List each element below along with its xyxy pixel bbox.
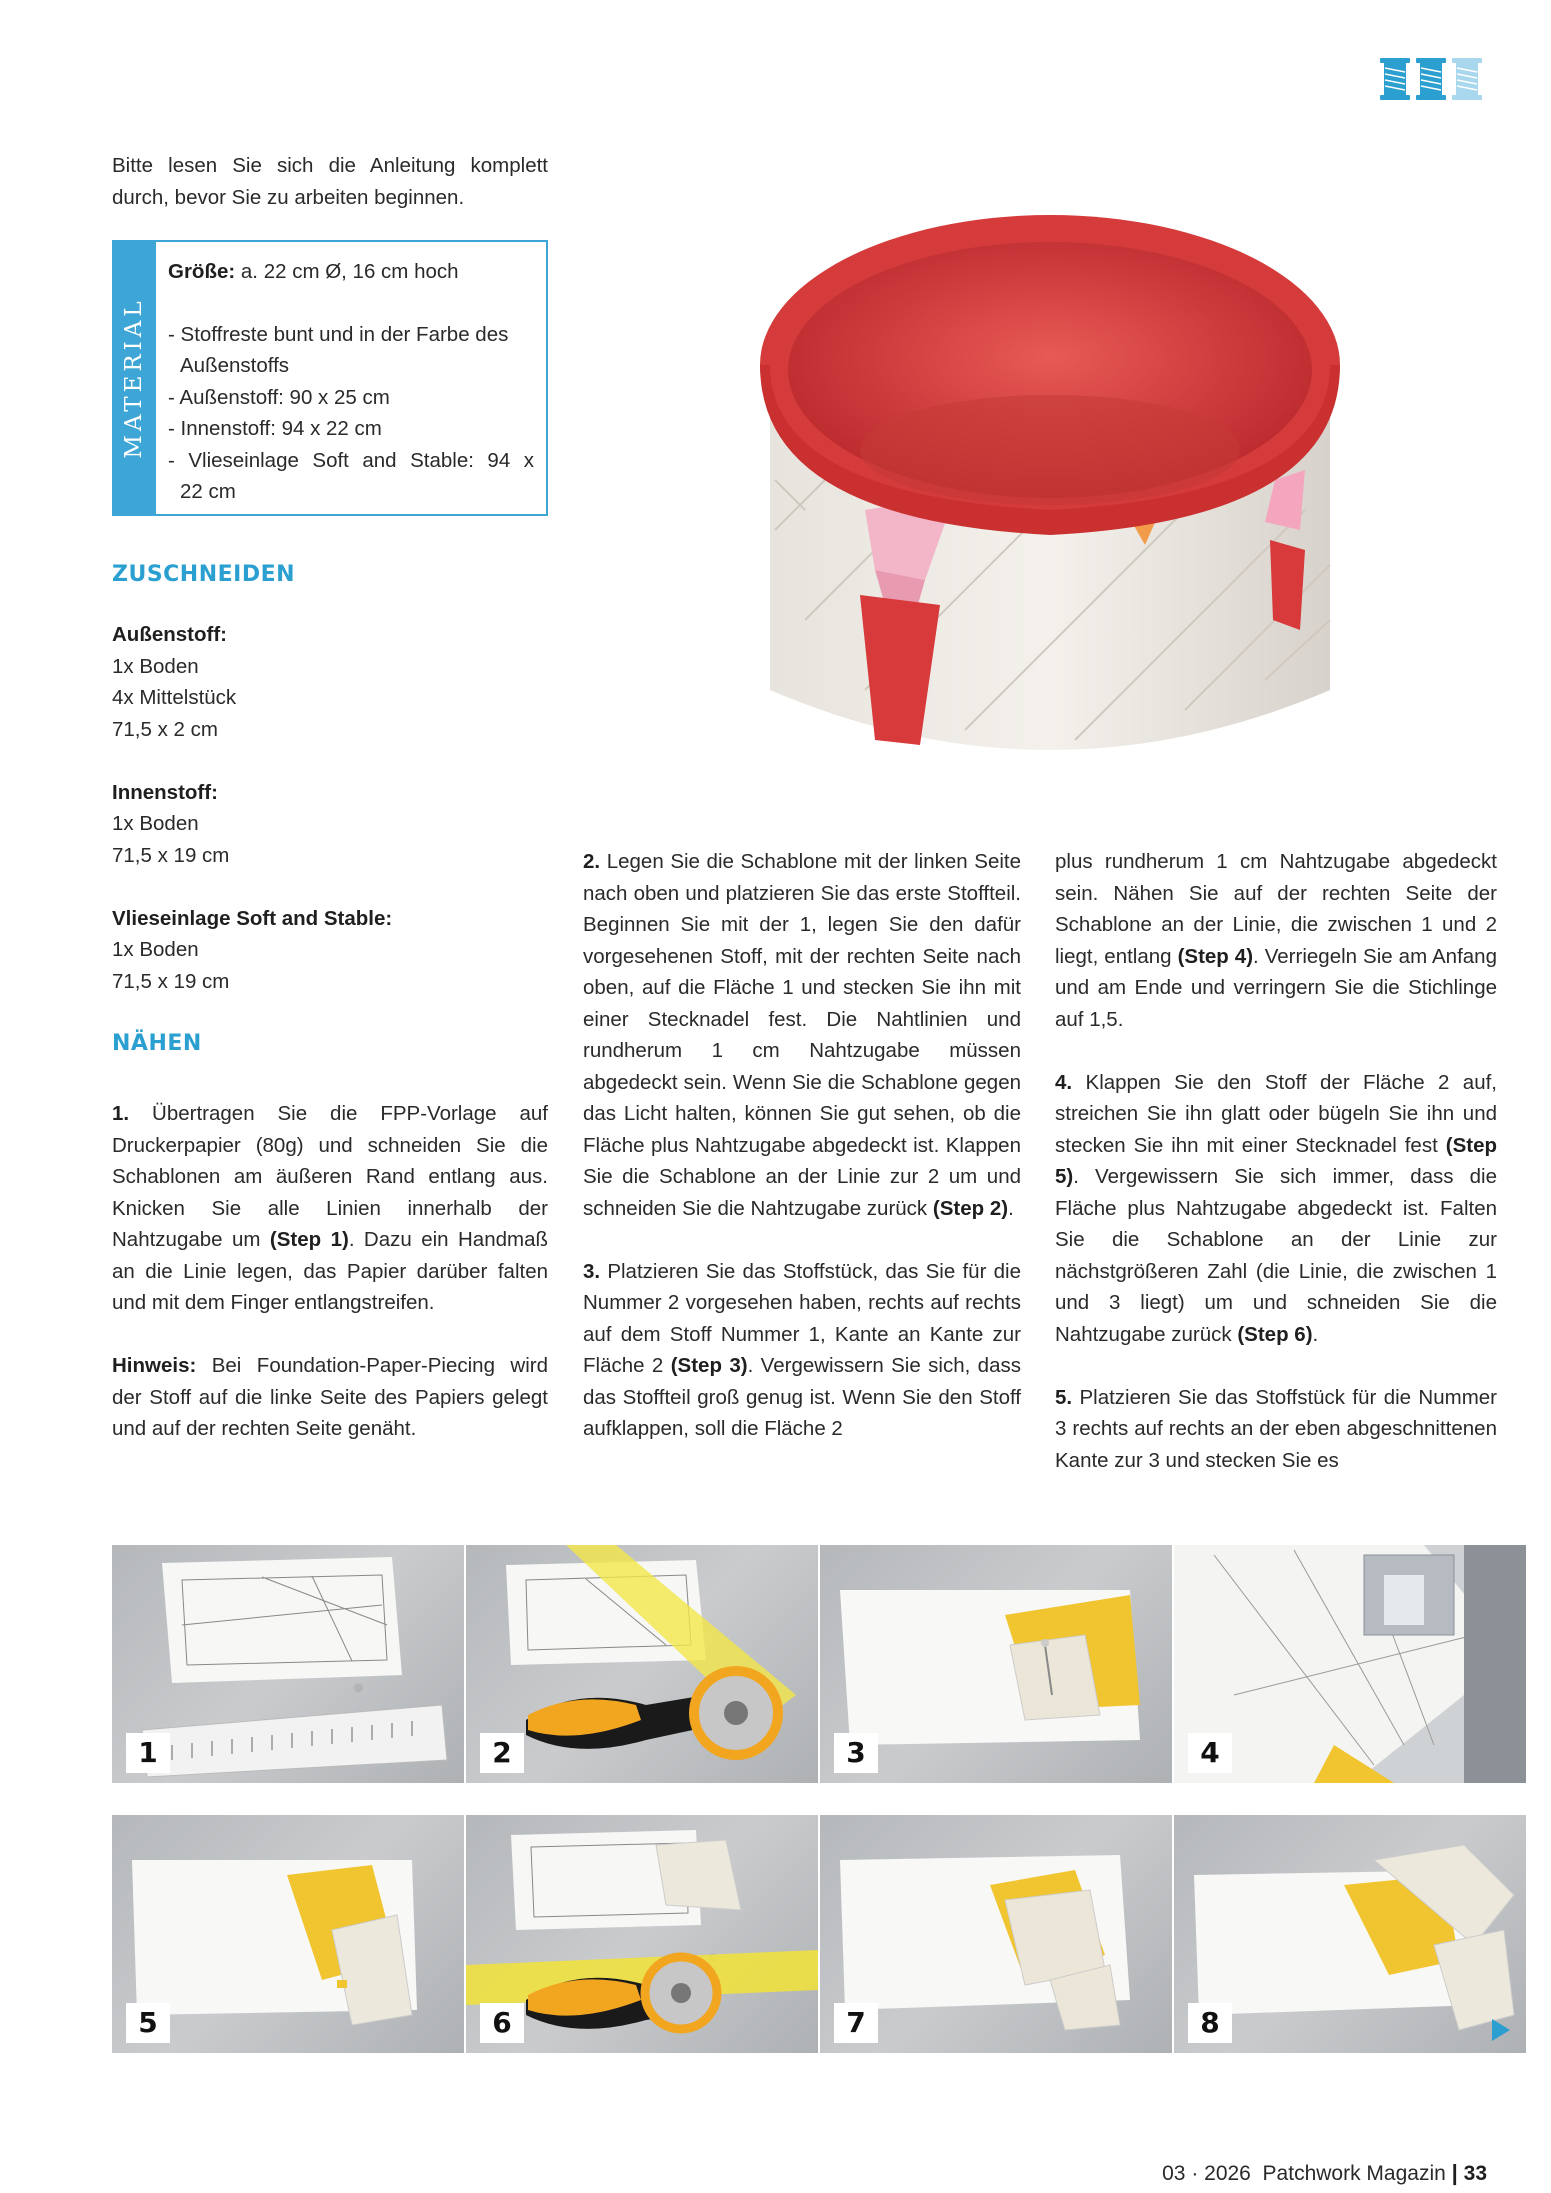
- step-4-end: .: [1312, 1322, 1319, 1346]
- step-photo-8: [1174, 1815, 1526, 2053]
- step-2-end: .: [1008, 1196, 1014, 1220]
- step-2-ref: (Step 2): [932, 1196, 1009, 1220]
- material-item: - Außenstoff: 90 x 25 cm: [168, 385, 390, 409]
- material-tab: [112, 240, 156, 516]
- step-3: [583, 1256, 1021, 1445]
- step-1-number: 1.: [112, 1102, 130, 1125]
- step-4-ref: (Step 5): [1055, 1133, 1497, 1188]
- step-5: [1055, 1382, 1497, 1477]
- cutting-line: 1x Boden: [112, 938, 199, 961]
- step-1-text: Übertragen Sie die FPP-Vorlage auf Druckerpapier (80g) und schneiden Sie die Schablonen am äußeren Rand entlang aus. Knicken Sie alle Linien innerhalb der Nahtzugabe um: [112, 1102, 548, 1251]
- step-photo-2: [466, 1545, 818, 1783]
- step-photo-3: [820, 1545, 1172, 1783]
- sewing-heading: NÄHEN: [112, 1031, 202, 1056]
- step-3-cont: [1055, 846, 1497, 1035]
- column-3: [1055, 846, 1497, 1508]
- step-3-number: 3.: [583, 1259, 601, 1283]
- step-2-number: 2.: [583, 850, 601, 873]
- step-5-number: 5.: [1055, 1385, 1073, 1409]
- step-3-text-2: . Vergewissern Sie sich, dass das Stoffteil groß genug ist. Wenn Sie den Stoff aufklappen, soll die Fläche 2: [583, 1354, 1021, 1440]
- cutting-line: 71,5 x 19 cm: [112, 843, 230, 867]
- material-item: - Vlieseinlage Soft and Stable: 94 x: [168, 448, 534, 472]
- cutting-group-title: Außenstoff:: [112, 623, 228, 646]
- step-4: [1055, 1067, 1497, 1351]
- hint: [112, 1350, 548, 1445]
- cutting-section: [112, 559, 548, 997]
- step-3-cont-text-2: . Verriegeln Sie am Anfang und am Ende und verringern Sie die Stichlinge auf 1,5.: [1055, 944, 1497, 1031]
- step-3-ref: (Step 3): [670, 1354, 748, 1377]
- cutting-group-title: Vlieseinlage Soft and Stable:: [112, 906, 393, 930]
- photo-number: 6: [480, 2003, 524, 2043]
- photo-number: 2: [480, 1733, 524, 1773]
- page-footer: [1162, 2160, 1487, 2187]
- step-1: [112, 1098, 548, 1319]
- cutting-line: 4x Mittelstück: [112, 686, 237, 709]
- step-4-text: Klappen Sie den Stoff der Fläche 2 auf, streichen Sie ihn glatt oder bügeln Sie ihn und stecken Sie ihn mit einer Stecknadel fest: [1055, 1070, 1498, 1157]
- sewing-section: [112, 1028, 548, 1476]
- issue: 03 · 2026: [1162, 2162, 1251, 2185]
- photo-number: 5: [126, 2003, 170, 2043]
- magazine-name: Patchwork Magazin: [1262, 2162, 1446, 2185]
- hint-label: Hinweis:: [112, 1354, 197, 1377]
- cutting-group: [112, 619, 548, 997]
- footer-separator: |: [1451, 2160, 1458, 2185]
- step-3-cont-text: plus rundherum 1 cm Nahtzugabe abgedeckt sein. Nähen Sie auf der rechten Seite der Schablone an der Linie, die zwischen 1 und 2 liegt, entlang: [1055, 850, 1497, 968]
- step-3-text: Platzieren Sie das Stoffstück, das Sie für die Nummer 2 vorgesehen haben, rechts auf rechts auf dem Stoff Nummer 1, Kante an Kante zur Fläche 2: [583, 1259, 1021, 1377]
- step-2: [583, 846, 1021, 1224]
- step-1-ref: (Step 1): [269, 1228, 349, 1251]
- material-item: Außenstoffs: [180, 354, 290, 377]
- photo-number: 4: [1188, 1733, 1232, 1773]
- cutting-heading: ZUSCHNEIDEN: [112, 562, 296, 587]
- photo-number: 7: [834, 2003, 878, 2043]
- thread-spools-icon: [1378, 56, 1490, 102]
- photo-number: 3: [834, 1733, 878, 1773]
- cutting-line: 71,5 x 19 cm: [112, 969, 230, 993]
- step-4-text-2: . Vergewissern Sie sich immer, dass die Fläche plus Nahtzugabe abgedeckt ist. Falten Sie die Schablone an der Linie zur nächstgrößeren Zahl (die Linie, die zwischen 1 und 3 liegt) um und schneiden Sie die Nahtzugabe zurück: [1055, 1165, 1497, 1346]
- column-2: [583, 846, 1021, 1476]
- page-number: 33: [1463, 2162, 1487, 2185]
- material-tab-label: MATERIAL: [121, 297, 147, 459]
- step-photo-6: [466, 1815, 818, 2053]
- step-photo-5: [112, 1815, 464, 2053]
- photo-number: 8: [1188, 2003, 1232, 2043]
- step-3-cont-ref: (Step 4): [1177, 944, 1254, 968]
- material-item: - Innenstoff: 94 x 22 cm: [168, 417, 382, 440]
- cutting-line: 1x Boden: [112, 654, 199, 678]
- basket-photo: [745, 150, 1355, 775]
- step-4-number: 4.: [1055, 1070, 1073, 1094]
- hint-text: Bei Foundation-Paper-Piecing wird der Stoff auf die linke Seite des Papiers gelegt und auf der rechten Seite genäht.: [112, 1354, 548, 1440]
- cutting-line: 71,5 x 2 cm: [112, 717, 218, 741]
- cutting-line: 1x Boden: [112, 812, 199, 835]
- step-2-text: Legen Sie die Schablone mit der linken Seite nach oben und platzieren Sie das erste Stoffteil. Beginnen Sie mit der 1, legen Sie den dafür vorgesehenen Stoff, mit der rechten Seite nach oben, auf die Fläche 1 und stecken Sie ihn mit einer Stecknadel fest. Die Nahtlinien und rundherum 1 cm Nahtzugabe müssen abgedeckt sein. Wenn Sie die Schablone gegen das Licht halten, können Sie gut sehen, ob die Fläche plus Nahtzugabe abgedeckt ist. Klappen Sie die Schablone an der Linie zur 2 um und schneiden Sie die Nahtzugabe zurück: [583, 850, 1021, 1220]
- next-arrow-icon: [1490, 2017, 1512, 2043]
- material-item: 22 cm: [180, 480, 236, 503]
- intro-text: Bitte lesen Sie sich die Anleitung komplett durch, bevor Sie zu arbeiten beginnen.: [112, 154, 548, 209]
- cutting-group-title: Innenstoff:: [112, 780, 218, 804]
- step-1-text-2: . Dazu ein Handmaß an die Linie legen, das Papier darüber falten und mit dem Finger entlangstreifen.: [112, 1228, 548, 1314]
- step-photo-7: [820, 1815, 1172, 2053]
- material-item: - Stoffreste bunt und in der Farbe des: [168, 322, 509, 346]
- step-photo-1: [112, 1545, 464, 1783]
- size-value: a. 22 cm Ø, 16 cm hoch: [240, 260, 459, 283]
- material-content: [168, 256, 534, 508]
- photo-number: 1: [126, 1733, 170, 1773]
- step-photo-4: [1174, 1545, 1526, 1783]
- step-5-text: Platzieren Sie das Stoffstück für die Nummer 3 rechts auf rechts an der eben abgeschnittenen Kante zur 3 und stecken Sie es: [1055, 1385, 1497, 1472]
- step-4-ref-2: (Step 6): [1237, 1322, 1313, 1346]
- size-label: Größe:: [168, 260, 236, 283]
